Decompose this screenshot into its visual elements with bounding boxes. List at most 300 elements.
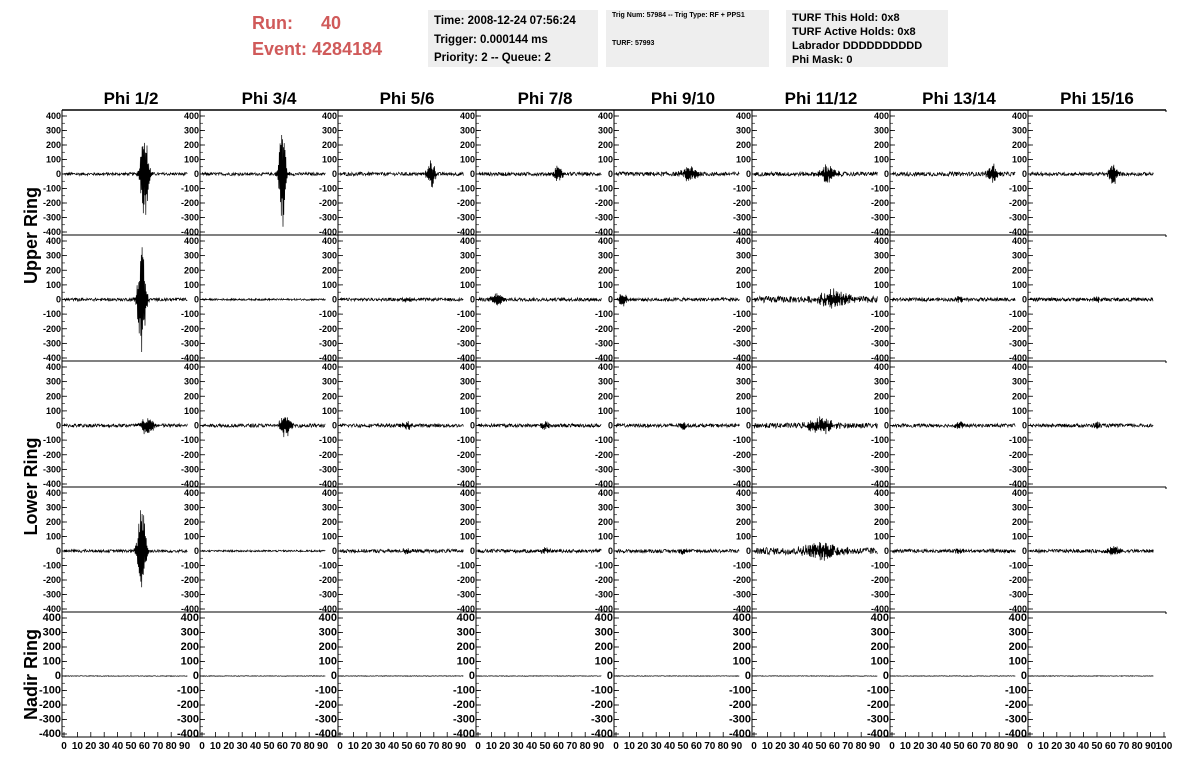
waveform-panel (871, 235, 1028, 363)
y-tick-label: -200 (318, 323, 337, 334)
y-tick-label: 400 (45, 111, 61, 121)
y-tick-label: -200 (314, 699, 337, 711)
waveform-line (202, 550, 325, 552)
y-tick-label: -200 (732, 575, 751, 585)
x-tick-label: 90 (593, 741, 605, 752)
y-tick-label: -300 (318, 338, 337, 349)
x-tick-label: 20 (361, 741, 373, 752)
y-tick-label: -200 (728, 699, 751, 711)
column-title: Phi 1/2 (103, 89, 159, 108)
y-tick-label: 200 (597, 140, 613, 150)
y-tick-label: -400 (180, 479, 199, 489)
y-tick-label: -400 (1008, 353, 1027, 363)
x-tick-label: 20 (775, 741, 787, 752)
y-tick-label: 100 (1011, 154, 1027, 165)
x-tick-label: 90 (455, 741, 467, 752)
y-tick-label: 100 (735, 279, 751, 290)
y-tick-label: 0 (469, 294, 475, 305)
x-tick-label: 50 (401, 741, 413, 752)
x-tick-label: 20 (637, 741, 649, 752)
y-tick-label: -100 (314, 684, 337, 697)
y-tick-label: 0 (745, 546, 751, 556)
labrador-text: Labrador DDDDDDDDDD (792, 40, 923, 52)
y-tick-label: 100 (459, 531, 475, 542)
y-tick-label: -400 (318, 479, 337, 489)
y-tick-label: -400 (728, 728, 751, 740)
x-tick-label: 60 (414, 741, 426, 752)
x-tick-label: 60 (552, 741, 564, 752)
y-tick-label: 100 (735, 154, 751, 165)
waveform-line (340, 548, 463, 554)
y-tick-label: 100 (321, 279, 337, 290)
x-tick-label: 40 (664, 741, 676, 752)
waveform-panel (591, 612, 752, 740)
y-tick-label: 300 (873, 125, 889, 136)
y-tick-label: 100 (456, 655, 475, 668)
y-tick-label: -400 (318, 353, 337, 363)
y-tick-label: 300 (1011, 250, 1027, 261)
y-tick-label: 400 (873, 111, 889, 121)
x-tick-label: 10 (761, 741, 773, 752)
y-tick-label: -300 (180, 464, 199, 475)
y-tick-label: -100 (728, 684, 751, 697)
waveform-line (616, 676, 739, 677)
y-tick-label: 200 (45, 265, 61, 276)
x-tick-label: 10 (71, 741, 83, 752)
y-tick-label: -400 (590, 728, 613, 740)
x-tick-label: 20 (85, 741, 97, 752)
y-tick-label: 300 (459, 125, 475, 136)
y-tick-label: 400 (873, 362, 889, 372)
y-tick-label: -300 (732, 464, 751, 475)
waveform-panel (43, 361, 200, 489)
x-tick-label: 60 (138, 741, 150, 752)
y-tick-label: -400 (318, 227, 337, 237)
x-tick-label: 80 (855, 741, 867, 752)
y-tick-label: 400 (735, 488, 751, 498)
y-tick-label: -200 (180, 198, 199, 208)
event-label: Event: (252, 39, 308, 59)
x-tick-label: 0 (199, 741, 205, 752)
y-tick-label: -400 (456, 479, 475, 489)
y-tick-label: 400 (45, 362, 61, 372)
waveform-line (64, 418, 187, 434)
y-tick-label: 300 (45, 376, 61, 387)
y-tick-label: -300 (590, 713, 613, 726)
waveform-line (1030, 165, 1153, 184)
y-tick-label: -400 (732, 353, 751, 363)
y-tick-label: -300 (456, 589, 475, 600)
waveform-line (478, 166, 601, 181)
y-tick-label: 200 (321, 391, 337, 402)
x-tick-label: 0 (61, 741, 67, 752)
x-tick-label: 30 (236, 741, 248, 752)
y-tick-label: 200 (45, 140, 61, 150)
y-tick-label: 300 (459, 250, 475, 261)
waveform-panel (453, 612, 614, 740)
y-tick-label: -200 (732, 323, 751, 334)
y-tick-label: 300 (183, 250, 199, 261)
x-tick-label: 0 (475, 741, 481, 752)
y-tick-label: -200 (594, 198, 613, 208)
y-tick-label: -200 (180, 323, 199, 334)
y-tick-label: 400 (735, 236, 751, 246)
y-tick-label: -100 (42, 309, 61, 320)
waveform-panel (595, 487, 752, 614)
y-tick-label: 300 (870, 626, 889, 639)
y-tick-label: 300 (732, 626, 751, 639)
y-tick-label: -400 (732, 604, 751, 614)
waveform-panel (43, 235, 200, 363)
y-tick-label: -400 (180, 604, 199, 614)
waveform-panel (177, 612, 338, 740)
waveform-panel (457, 110, 614, 237)
x-tick-label: 0 (751, 741, 757, 752)
turf-hold-text: TURF This Hold: 0x8 (792, 12, 900, 24)
y-tick-label: 0 (468, 670, 475, 682)
y-tick-label: -400 (176, 728, 199, 740)
y-tick-label: -100 (456, 183, 475, 194)
waveform-line (202, 299, 325, 301)
y-tick-label: -300 (452, 713, 475, 726)
waveform-line (616, 422, 739, 430)
x-tick-label: 70 (290, 741, 302, 752)
y-tick-label: -300 (456, 212, 475, 223)
y-tick-label: 100 (321, 531, 337, 542)
y-tick-label: -100 (318, 309, 337, 320)
y-tick-label: 200 (870, 641, 889, 653)
y-tick-label: 300 (459, 502, 475, 513)
y-tick-label: -100 (594, 435, 613, 446)
waveform-panel (595, 235, 752, 363)
y-tick-label: 0 (883, 169, 889, 179)
y-tick-label: -100 (456, 309, 475, 320)
x-tick-label: 90 (179, 741, 191, 752)
x-tick-label: 70 (428, 741, 440, 752)
waveform-panel (867, 612, 1028, 740)
y-tick-label: 100 (594, 655, 613, 668)
y-tick-label: 400 (183, 362, 199, 372)
waveform-panel (1009, 361, 1166, 489)
waveform-panels (39, 110, 1166, 740)
column-title: Phi 11/12 (784, 89, 858, 108)
y-tick-label: -100 (1008, 183, 1027, 194)
y-tick-label: 0 (883, 294, 889, 305)
y-tick-label: 100 (735, 405, 751, 416)
x-tick-label: 60 (276, 741, 288, 752)
y-tick-label: -300 (180, 589, 199, 600)
x-tick-label: 70 (152, 741, 164, 752)
waveform-line (892, 296, 1015, 303)
y-tick-label: 0 (1020, 670, 1027, 682)
y-tick-label: 300 (1011, 376, 1027, 387)
x-tick-label: 10 (485, 741, 497, 752)
y-tick-label: -100 (594, 183, 613, 194)
waveform-panel (319, 110, 476, 237)
y-tick-label: 100 (45, 531, 61, 542)
y-tick-label: 0 (55, 420, 61, 431)
x-tick-label: 20 (223, 741, 235, 752)
y-tick-label: 400 (1008, 612, 1027, 624)
y-tick-label: -400 (594, 227, 613, 237)
y-tick-label: -200 (1008, 575, 1027, 585)
y-tick-label: 100 (459, 279, 475, 290)
y-tick-label: -200 (1004, 699, 1027, 711)
y-tick-label: -300 (732, 338, 751, 349)
y-tick-label: -100 (1004, 684, 1027, 697)
x-tick-label: 30 (1064, 741, 1076, 752)
y-tick-label: 400 (180, 612, 199, 624)
x-tick-label: 30 (650, 741, 662, 752)
y-tick-label: -300 (866, 713, 889, 726)
y-tick-label: 300 (318, 626, 337, 639)
y-tick-label: -200 (176, 699, 199, 711)
y-tick-label: 300 (321, 125, 337, 136)
y-tick-label: 300 (456, 626, 475, 639)
waveform-panel (457, 487, 614, 614)
y-tick-label: -200 (1008, 449, 1027, 460)
x-tick-label: 30 (926, 741, 938, 752)
y-tick-label: 0 (469, 546, 475, 556)
y-tick-label: 400 (45, 488, 61, 498)
y-tick-label: 200 (873, 265, 889, 276)
waveform-line (340, 297, 463, 302)
time-text: Time: 2008-12-24 07:56:24 (434, 15, 576, 27)
y-tick-label: 200 (732, 641, 751, 653)
x-tick-label: 70 (1118, 741, 1130, 752)
y-tick-label: 400 (456, 612, 475, 624)
y-tick-label: 200 (321, 265, 337, 276)
y-tick-label: -400 (180, 353, 199, 363)
y-tick-label: -200 (180, 575, 199, 585)
y-tick-label: -100 (732, 309, 751, 320)
y-tick-label: 400 (732, 612, 751, 624)
y-tick-label: -200 (1008, 323, 1027, 334)
y-tick-label: 0 (745, 169, 751, 179)
y-tick-label: -300 (732, 589, 751, 600)
y-tick-label: 0 (55, 294, 61, 305)
x-tick-label: 0 (613, 741, 619, 752)
y-tick-label: -100 (866, 684, 889, 697)
y-tick-label: 0 (331, 294, 337, 305)
y-tick-label: 100 (1011, 405, 1027, 416)
x-tick-label: 40 (250, 741, 262, 752)
y-tick-label: 300 (735, 502, 751, 513)
y-tick-label: 100 (459, 405, 475, 416)
y-tick-label: 200 (873, 517, 889, 527)
x-tick-label: 50 (125, 741, 137, 752)
x-tick-label: 90 (731, 741, 743, 752)
y-tick-label: 300 (459, 376, 475, 387)
y-tick-label: 100 (45, 154, 61, 165)
y-tick-label: 200 (873, 391, 889, 402)
waveform-panel (1005, 612, 1166, 740)
y-tick-label: -300 (594, 589, 613, 600)
y-tick-label: -200 (456, 449, 475, 460)
y-tick-label: 200 (735, 140, 751, 150)
y-tick-label: 100 (459, 154, 475, 165)
y-tick-label: -400 (42, 479, 61, 489)
waveform-line (202, 135, 325, 227)
x-tick-label: 70 (704, 741, 716, 752)
trigger-text: Trigger: 0.000144 ms (434, 33, 548, 46)
waveform-panel (319, 487, 476, 614)
y-tick-label: 300 (45, 125, 61, 136)
y-tick-label: 200 (459, 391, 475, 402)
row-title: Upper Ring (21, 187, 41, 284)
y-tick-label: 0 (607, 169, 613, 179)
y-tick-label: -300 (318, 589, 337, 600)
waveform-panel (1009, 110, 1166, 237)
y-tick-label: 200 (735, 517, 751, 527)
waveform-panel (181, 110, 338, 237)
waveform-line (478, 676, 601, 677)
y-tick-label: 100 (873, 279, 889, 290)
event-value: 4284184 (312, 39, 383, 59)
x-tick-label: 30 (512, 741, 524, 752)
y-tick-label: 100 (45, 279, 61, 290)
y-tick-label: 300 (873, 250, 889, 261)
waveform-panel (181, 361, 338, 489)
y-tick-label: -400 (594, 353, 613, 363)
y-tick-label: 300 (735, 125, 751, 136)
y-tick-label: 400 (594, 612, 613, 624)
x-tick-label: 80 (993, 741, 1005, 752)
y-tick-label: 200 (183, 140, 199, 150)
y-tick-label: 200 (597, 265, 613, 276)
x-tick-label: 20 (913, 741, 925, 752)
waveform-panel (457, 235, 614, 363)
row-title: Lower Ring (21, 437, 41, 536)
x-tick-label: 30 (374, 741, 386, 752)
y-tick-label: 400 (459, 488, 475, 498)
y-tick-label: -400 (42, 353, 61, 363)
waveform-line (616, 166, 739, 181)
y-tick-label: -300 (180, 338, 199, 349)
waveform-line (754, 676, 877, 677)
y-tick-label: 200 (456, 641, 475, 653)
x-tick-label: 60 (1104, 741, 1116, 752)
y-tick-label: -400 (870, 353, 889, 363)
waveform-line (754, 288, 877, 308)
y-tick-label: 400 (597, 236, 613, 246)
y-tick-label: 0 (54, 670, 61, 682)
y-tick-label: 100 (318, 655, 337, 668)
y-tick-label: 100 (183, 279, 199, 290)
y-tick-label: 200 (1011, 391, 1027, 402)
y-tick-label: -300 (728, 713, 751, 726)
x-tick-label: 50 (953, 741, 965, 752)
waveform-line (478, 293, 601, 305)
row-titles (21, 187, 41, 720)
x-tick-label: 70 (566, 741, 578, 752)
waveform-line (202, 417, 325, 437)
y-tick-label: 400 (318, 612, 337, 624)
waveform-line (1030, 546, 1153, 555)
y-tick-label: 200 (183, 391, 199, 402)
waveform-line (64, 510, 187, 587)
y-tick-label: -200 (452, 699, 475, 711)
y-tick-label: -200 (456, 198, 475, 208)
y-tick-label: 0 (330, 670, 337, 682)
waveform-line (754, 416, 877, 434)
x-tick-label: 50 (263, 741, 275, 752)
y-tick-label: -100 (594, 560, 613, 571)
x-tick-label: 90 (317, 741, 329, 752)
y-tick-label: -400 (1008, 604, 1027, 614)
y-tick-label: 300 (735, 250, 751, 261)
waveform-line (202, 676, 325, 677)
y-tick-label: 200 (1011, 265, 1027, 276)
y-tick-label: -100 (732, 183, 751, 194)
y-tick-label: -300 (42, 589, 61, 600)
row-title: Nadir Ring (21, 628, 41, 721)
waveform-grid-chart (0, 80, 1196, 772)
y-tick-label: 0 (1021, 420, 1027, 431)
y-tick-label: 400 (42, 612, 61, 624)
y-tick-label: -300 (594, 212, 613, 223)
y-tick-label: 100 (183, 405, 199, 416)
x-tick-label: 90 (869, 741, 881, 752)
y-tick-label: -100 (456, 435, 475, 446)
y-tick-label: -400 (1008, 479, 1027, 489)
y-tick-label: 0 (607, 546, 613, 556)
y-tick-label: 200 (594, 641, 613, 653)
y-tick-label: 100 (732, 655, 751, 668)
y-tick-label: 200 (183, 517, 199, 527)
y-tick-label: 300 (45, 250, 61, 261)
y-tick-label: -200 (870, 449, 889, 460)
y-tick-label: -300 (42, 338, 61, 349)
waveform-line (616, 549, 739, 555)
y-tick-label: 200 (180, 641, 199, 653)
time-trigger-box (428, 10, 598, 67)
y-tick-label: -100 (180, 560, 199, 571)
y-tick-label: -300 (870, 464, 889, 475)
x-tick-label: 20 (499, 741, 511, 752)
waveform-panel (733, 110, 890, 237)
y-tick-label: 400 (321, 111, 337, 121)
waveform-line (892, 549, 1015, 554)
y-tick-label: 200 (597, 517, 613, 527)
y-tick-label: 100 (321, 405, 337, 416)
y-tick-label: -200 (594, 575, 613, 585)
y-tick-label: 100 (1011, 531, 1027, 542)
waveform-panel (595, 361, 752, 489)
y-tick-label: 0 (744, 670, 751, 682)
x-tick-label: 50 (1091, 741, 1103, 752)
y-tick-label: -100 (318, 560, 337, 571)
y-tick-label: 100 (873, 154, 889, 165)
y-tick-label: -300 (1004, 713, 1027, 726)
y-tick-label: -300 (1008, 589, 1027, 600)
turf-active-text: TURF Active Holds: 0x8 (792, 26, 916, 38)
y-tick-label: -200 (456, 575, 475, 585)
waveform-line (1030, 297, 1153, 303)
y-tick-label: -300 (456, 464, 475, 475)
y-tick-label: -100 (42, 183, 61, 194)
column-title: Phi 3/4 (241, 89, 297, 108)
y-tick-label: 200 (735, 265, 751, 276)
y-tick-label: -400 (452, 728, 475, 740)
waveform-panel (871, 487, 1028, 614)
y-tick-label: 0 (469, 169, 475, 179)
y-tick-label: 100 (735, 531, 751, 542)
y-tick-label: 300 (597, 502, 613, 513)
x-tick-label: 0 (337, 741, 343, 752)
y-tick-label: 300 (1011, 502, 1027, 513)
y-tick-label: 0 (607, 294, 613, 305)
